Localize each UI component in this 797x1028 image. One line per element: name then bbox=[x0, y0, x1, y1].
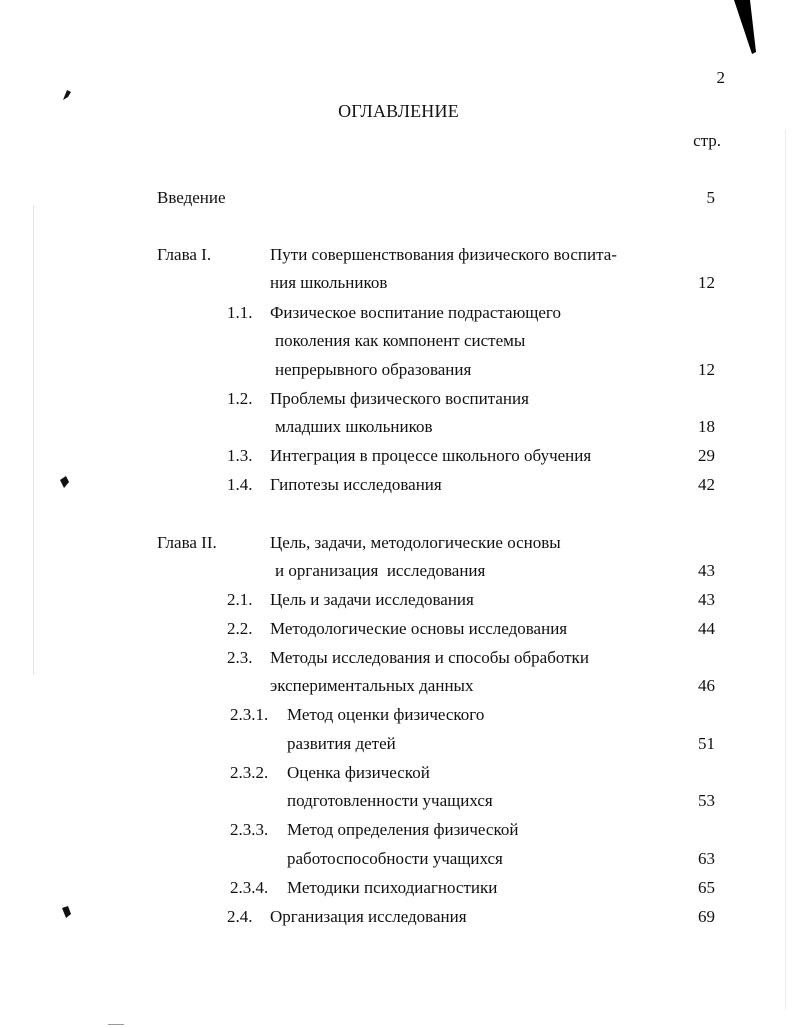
toc-section-title: Проблемы физического воспитания bbox=[270, 389, 529, 408]
toc-page-number: 18 bbox=[698, 417, 715, 436]
toc-section-title: Организация исследования bbox=[270, 907, 467, 926]
toc-intro-label: Введение bbox=[157, 188, 226, 207]
toc-section-number: 2.4. bbox=[227, 907, 253, 926]
toc-page-number: 29 bbox=[698, 446, 715, 465]
toc-page-number: 46 bbox=[698, 676, 715, 695]
page-column-label: стр. bbox=[693, 131, 721, 150]
toc-chapter-label: Глава I. bbox=[157, 245, 212, 264]
toc-section-title: Цель и задачи исследования bbox=[270, 590, 474, 609]
toc-section-number: 1.2. bbox=[227, 389, 253, 408]
toc-subsection-title: Оценка физической bbox=[287, 763, 430, 782]
toc-section-number: 1.3. bbox=[227, 446, 253, 465]
toc-subsection-number: 2.3.1. bbox=[230, 705, 269, 724]
toc-page-number: 42 bbox=[698, 475, 715, 494]
toc-page-number: 63 bbox=[698, 849, 715, 868]
toc-section-title: Интеграция в процессе школьного обучения bbox=[270, 446, 592, 465]
page-number: 2 bbox=[716, 68, 725, 87]
toc-section-number: 1.4. bbox=[227, 475, 253, 494]
toc-page-number: 53 bbox=[698, 791, 715, 810]
toc-page-number: 44 bbox=[698, 619, 715, 638]
page-title: ОГЛАВЛЕНИЕ bbox=[338, 101, 459, 121]
toc-section-number: 2.1. bbox=[227, 590, 253, 609]
toc-chapter-title: ния школьников bbox=[270, 273, 388, 292]
toc-page-number: 43 bbox=[698, 590, 715, 609]
toc-page-number: 12 bbox=[698, 360, 715, 379]
toc-section-title: поколения как компонент системы bbox=[275, 331, 526, 350]
toc-subsection-number: 2.3.3. bbox=[230, 820, 269, 839]
toc-section-title: экспериментальных данных bbox=[270, 676, 474, 695]
toc-subsection-title: работоспособности учащихся bbox=[287, 849, 503, 868]
toc-section-title: непрерывного образования bbox=[275, 360, 472, 379]
toc-page-number: 43 bbox=[698, 561, 715, 580]
toc-subsection-title: Методики психодиагностики bbox=[287, 878, 498, 897]
toc-subsection-title: подготовленности учащихся bbox=[287, 791, 493, 810]
punch-mark-graphic bbox=[58, 474, 72, 490]
toc-section-title: Методы исследования и способы обработки bbox=[270, 648, 589, 667]
toc-subsection-number: 2.3.4. bbox=[230, 878, 269, 897]
toc-page-number: 69 bbox=[698, 907, 715, 926]
toc-page-number: 65 bbox=[698, 878, 715, 897]
toc-chapter-title: Цель, задачи, методологические основы bbox=[270, 533, 561, 552]
scan-line-graphic bbox=[33, 205, 34, 675]
toc-section-title: Физическое воспитание подрастающего bbox=[270, 303, 561, 322]
toc-section-title: младших школьников bbox=[275, 417, 433, 436]
toc-section-title: Методологические основы исследования bbox=[270, 619, 568, 638]
corner-mark-graphic bbox=[728, 0, 768, 56]
toc-subsection-number: 2.3.2. bbox=[230, 763, 269, 782]
toc-chapter-label: Глава II. bbox=[157, 533, 217, 552]
toc-chapter-title: и организация исследования bbox=[275, 561, 486, 580]
toc-page-number: 51 bbox=[698, 734, 715, 753]
toc-section-number: 2.2. bbox=[227, 619, 253, 638]
punch-mark-graphic bbox=[60, 904, 74, 920]
toc-chapter-title: Пути совершенствования физического воспита- bbox=[270, 245, 617, 264]
toc-subsection-title: развития детей bbox=[287, 734, 396, 753]
scan-line-graphic bbox=[785, 130, 786, 1010]
scan-line-graphic bbox=[108, 1024, 124, 1025]
toc-subsection-title: Метод оценки физического bbox=[287, 705, 485, 724]
toc-section-number: 2.3. bbox=[227, 648, 253, 667]
toc-page-number: 5 bbox=[706, 188, 715, 207]
toc-section-number: 1.1. bbox=[227, 303, 253, 322]
toc-subsection-title: Метод определения физической bbox=[287, 820, 519, 839]
toc-page-number: 12 bbox=[698, 273, 715, 292]
toc-section-title: Гипотезы исследования bbox=[270, 475, 442, 494]
